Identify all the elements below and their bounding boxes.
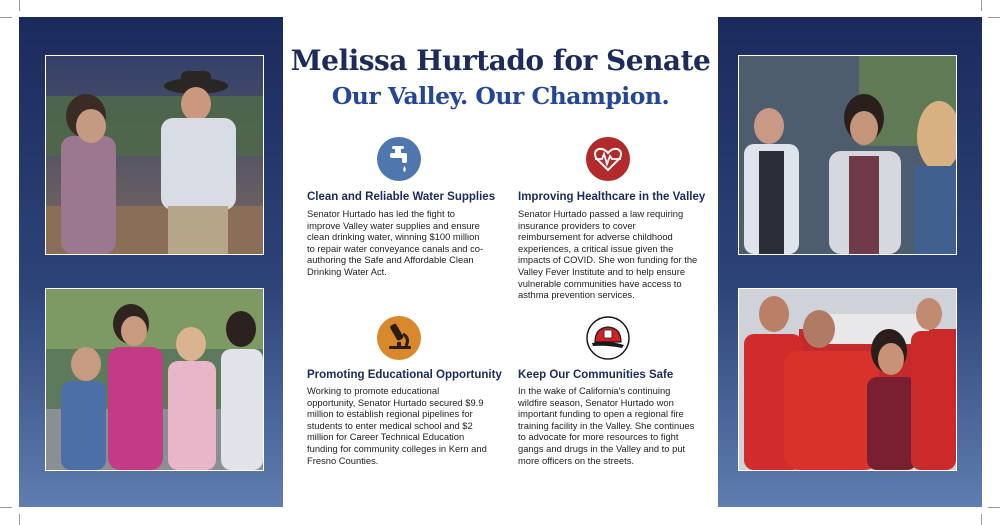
section-body-water: Senator Hurtado has led the fight to improve Valley water supplies and ensure clean drinking water, winning $100 million to repair water conveyance canals and co-authoring the Safe and Affordable Clean Drinking Water Act. <box>307 208 484 277</box>
section-heading-water: Clean and Reliable Water Supplies <box>307 191 496 203</box>
heart-pulse-icon <box>586 137 630 181</box>
crop-mark <box>988 507 1000 508</box>
crop-mark <box>0 17 12 18</box>
left-photo-panel <box>19 17 283 507</box>
crop-mark <box>19 514 20 525</box>
photo-vineyard <box>45 55 264 255</box>
page-subtitle: Our Valley. Our Champion. <box>331 82 670 110</box>
photo-medical-staff <box>738 55 957 255</box>
microscope-icon <box>377 316 421 360</box>
center-content <box>283 17 718 507</box>
page-title: Melissa Hurtado for Senate <box>290 44 711 77</box>
water-faucet-icon <box>377 137 421 181</box>
crop-mark <box>988 17 1000 18</box>
section-heading-safety: Keep Our Communities Safe <box>518 369 674 381</box>
crop-mark <box>981 514 982 525</box>
right-photo-panel <box>718 17 982 507</box>
crop-mark <box>0 507 12 508</box>
photo-families <box>45 288 264 471</box>
section-body-safety: In the wake of California's continuing wildfire season, Senator Hurtado won important funding to open a regional fire training facility in the Valley. She continues to advocate for more resources to fight gangs and drugs in the Valley and to put more officers on the streets. <box>518 385 695 466</box>
section-heading-healthcare: Improving Healthcare in the Valley <box>518 191 706 203</box>
section-body-education: Working to promote educational opportunity, Senator Hurtado secured $9.9 million to establish regional pipelines for students to enter medical school and $2 million for Career Technical Education funding for community colleges in Kern and Fresno Counties. <box>307 385 487 466</box>
crop-mark <box>981 0 982 11</box>
crop-mark <box>19 0 20 11</box>
section-heading-education: Promoting Educational Opportunity <box>307 369 502 381</box>
photo-firefighters <box>738 288 957 471</box>
firefighter-helmet-icon <box>586 316 630 360</box>
section-body-healthcare: Senator Hurtado passed a law requiring insurance providers to cover reimbursement for adverse childhood experiences, a critical issue given the impacts of COVID. She won funding for the Valley Fever Institute and to help ensure vulnerable communities have access to asthma prevention services. <box>518 208 698 301</box>
